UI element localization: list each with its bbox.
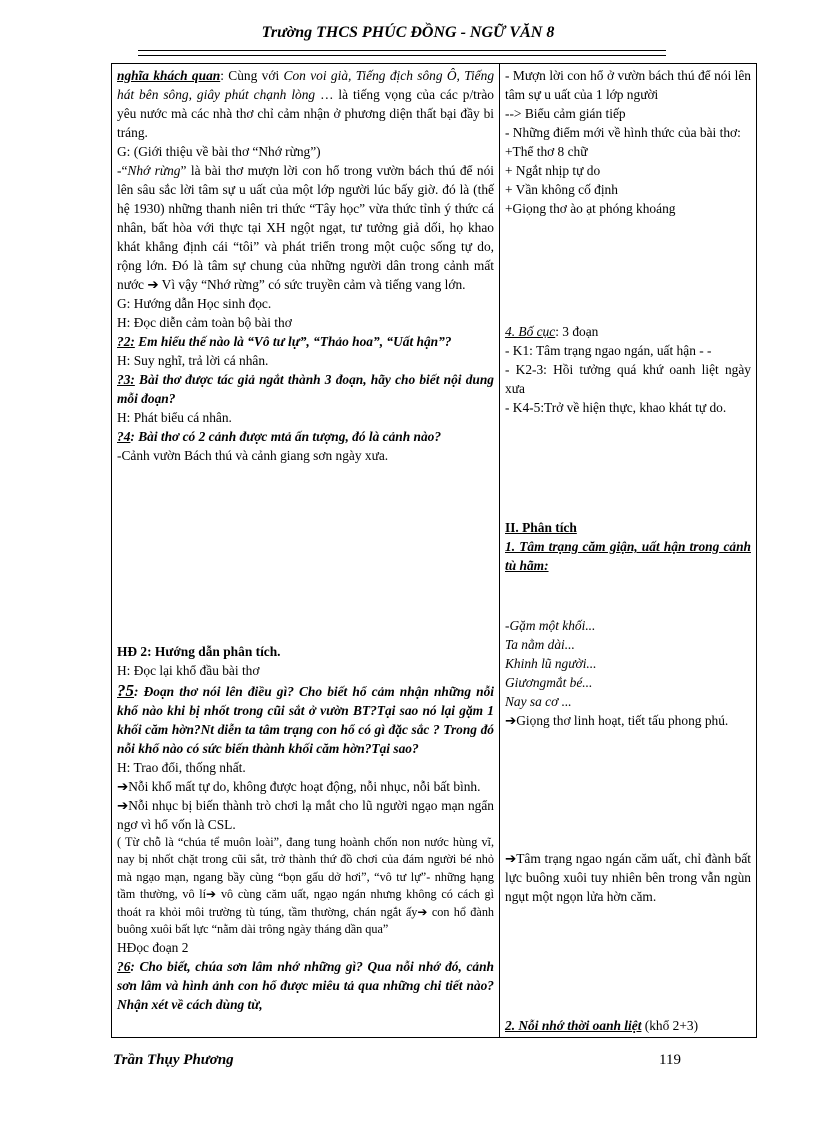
intro-works: Con voi già, Tiếng địch sông Ô, Tiếng hát bên sông, giây phút chạnh lòng bbox=[117, 68, 495, 102]
arrow-icon: ➔ bbox=[417, 904, 428, 919]
note-form: - Mượn lời con hổ ở vườn bách thú để nói lên tâm sự u uất của 1 lớp người bbox=[505, 68, 751, 102]
left-top-block bbox=[117, 66, 494, 465]
teacher-intro: G: (Giới thiệu về bài thơ “Nhớ rừng”) bbox=[117, 144, 321, 159]
note-new-features: - Những điểm mới về hình thức của bài thơ: bbox=[505, 125, 741, 140]
poem-title: Nhớ rừng bbox=[127, 163, 181, 178]
question-6-text: : Cho biết, chúa sơn lâm nhớ những gì? Qua nỗi nhớ đó, cảnh sơn lâm và hình ảnh con hổ được miêu tả qua những chi tiết nào? Nhận xét về cách dùng từ, bbox=[117, 959, 494, 1013]
question-4 bbox=[117, 427, 494, 446]
question-3-text: Bài thơ được tác giả ngắt thành 3 đoạn, hãy cho biết nội dung mỗi đoạn? bbox=[117, 372, 494, 406]
right-column bbox=[500, 64, 757, 1038]
analysis-heading: II. Phân tích bbox=[505, 520, 577, 535]
question-2-text: Em hiểu thế nào là “Vô tư lự”, “Thảo hoa”, “Uất hận”? bbox=[134, 334, 452, 349]
question-2 bbox=[117, 332, 494, 351]
arrow-icon: ➔ bbox=[206, 887, 217, 902]
explanation-text-2: vô cùng căm uất, ngạo ngán nhưng không có cách gì thoát ra khỏi môi trường tù túng, tầm thường, chán ngắt ấy bbox=[117, 887, 495, 919]
intro-text-2: … là tiếng vọng của các p/trào yêu nước mà các nhà thơ chỉ cảm nhận ở phương diện thất bại đầy bi tráng. bbox=[117, 87, 494, 140]
mood-summary-text: Tâm trạng ngao ngán căm uất, chỉ đành bất lực buông xuôi tuy nhiên bên trong vẫn ngùn ngụt một ngọn lửa hờn căm. bbox=[505, 851, 751, 904]
explanation-text-3: con hổ đành buông xuôi bất lực “nằm dài trông ngày tháng dần qua” bbox=[117, 904, 495, 937]
subheading-2-range: (khổ 2+3) bbox=[641, 1018, 699, 1033]
header-rule bbox=[138, 50, 666, 56]
footer-page-number: 119 bbox=[659, 1052, 681, 1068]
right-analysis-block bbox=[505, 518, 751, 575]
question-6-number: ?6 bbox=[117, 959, 131, 975]
page-header: Trường THCS PHÚC ĐỒNG - NGỮ VĂN 8 bbox=[261, 24, 555, 41]
question-3-number: ?3: bbox=[117, 372, 135, 387]
note-expression: --> Biểu cảm gián tiếp bbox=[505, 106, 626, 121]
note-feature-3: + Vần không cố định bbox=[505, 182, 618, 197]
student-reading: H: Đọc diễn cảm toàn bộ bài thơ bbox=[117, 315, 292, 330]
structure-part-3: - K4-5:Trở về hiện thực, khao khát tự do. bbox=[505, 400, 727, 415]
question-4-text: : Bài thơ có 2 cảnh được mtả ấn tượng, đó là cảnh nào? bbox=[130, 429, 442, 444]
structure-label: 4. Bố cục bbox=[505, 324, 556, 339]
lesson-table bbox=[111, 63, 757, 1038]
poem-intro-conclusion: Vì vậy “Nhớ rừng” có sức truyền cảm và tiếng vang lớn. bbox=[158, 277, 466, 292]
intro-text-1: : Cùng với bbox=[220, 68, 284, 83]
note-feature-4: +Giọng thơ ào ạt phóng khoáng bbox=[505, 201, 676, 216]
answer-5-point-1 bbox=[117, 777, 494, 796]
left-column bbox=[112, 64, 500, 1038]
poem-intro-text: ” là bài thơ mượn lời con hổ trong vườn bách thú để nói lên sâu sắc lời tâm sự u uất của một lớp người lúc bấy giờ. đó là (thế hệ 1930) những thanh niên tri thức “Tây học” vừa thức tỉnh ý thức cá nhân, bất hòa với thực tại XH ngột ngạt, tư tưởng giả dối, họ khao khát khẳng định cái “tôi” và phát triển trong một cuộc sống tự do, rộng lớn. Đó là tâm sự chung của những người dân trong cảnh mất nước bbox=[117, 163, 495, 292]
arrow-icon: ➔ bbox=[117, 779, 129, 794]
answer-4: -Cảnh vườn Bách thú và cảnh giang sơn ngày xưa. bbox=[117, 448, 389, 463]
left-analysis-block bbox=[117, 642, 494, 680]
student-read-stanza-1: H: Đọc lại khổ đầu bài thơ bbox=[117, 663, 260, 678]
footer-author: Trần Thụy Phương bbox=[113, 1052, 234, 1068]
explanation-text-1: ( Từ chỗ là “chúa tể muôn loài”, đang tung hoành chốn non nước hùng vĩ, nay bị nhốt chặt trong cũi sắt, trở thành thứ đồ chơi của đám người bé nhỏ mà ngạo mạn, ngang bầy cùng “bọn gấu dở hơi”, “vô tư lự”- những hạng tầm thường, vô lí bbox=[117, 835, 494, 902]
note-feature-2: + Ngắt nhịp tự do bbox=[505, 163, 601, 178]
verse-2: Ta nằm dài... bbox=[505, 637, 575, 652]
right-top-block bbox=[505, 66, 751, 218]
answer-5: H: Trao đổi, thống nhất. bbox=[117, 760, 246, 775]
question-5-number: ?5 bbox=[117, 681, 134, 700]
right-mood-block bbox=[505, 849, 751, 906]
answer-2: H: Suy nghĩ, trả lời cá nhân. bbox=[117, 353, 269, 368]
structure-part-2: - K2-3: Hồi tưởng quá khứ oanh liệt ngày xưa bbox=[505, 362, 751, 396]
analysis-subheading-2 bbox=[505, 1016, 751, 1035]
mood-summary bbox=[505, 849, 751, 906]
arrow-icon: ➔ bbox=[117, 798, 129, 813]
arrow-icon: ➔ bbox=[147, 277, 159, 292]
verse-5: Nay sa cơ ... bbox=[505, 694, 572, 709]
verse-1: -Gặm một khối... bbox=[505, 618, 596, 633]
answer-5-point-2 bbox=[117, 796, 494, 834]
question-5 bbox=[117, 681, 494, 758]
analysis-subheading-1: 1. Tâm trạng căm giận, uất hận trong cảnh tù hãm: bbox=[505, 539, 751, 573]
answer-5-point-1-text: Nỗi khổ mất tự do, không được hoạt động, nỗi nhục, nỗi bất bình. bbox=[128, 779, 481, 794]
teacher-guide-reading: G: Hướng dẫn Học sinh đọc. bbox=[117, 296, 272, 311]
question-4-number: ?4 bbox=[117, 429, 131, 444]
verse-comment-text: Giọng thơ linh hoạt, tiết tấu phong phú. bbox=[516, 713, 729, 728]
poem-intro-paragraph bbox=[117, 161, 494, 294]
arrow-icon: ➔ bbox=[505, 851, 517, 866]
left-q5-block bbox=[117, 681, 494, 1014]
intro-lead: nghĩa khách quan bbox=[117, 68, 221, 83]
question-2-number: ?2: bbox=[117, 334, 135, 349]
intro-paragraph bbox=[117, 66, 494, 142]
subheading-2-title: 2. Nỗi nhớ thời oanh liệt bbox=[505, 1018, 642, 1033]
answer-3: H: Phát biểu cá nhân. bbox=[117, 410, 232, 425]
student-read-stanza-2: HĐọc đoạn 2 bbox=[117, 940, 189, 956]
question-3 bbox=[117, 370, 494, 408]
answer-5-explanation bbox=[117, 834, 494, 938]
question-6 bbox=[117, 957, 494, 1014]
verse-4: Giươngmắt bé... bbox=[505, 675, 593, 690]
right-section-2-block bbox=[505, 1016, 751, 1035]
structure-part-1: - K1: Tâm trạng ngao ngán, uất hận - - bbox=[505, 343, 712, 358]
activity-2-heading: HĐ 2: Hướng dẫn phân tích. bbox=[117, 644, 281, 659]
structure-count: : 3 đoạn bbox=[555, 324, 599, 339]
answer-5-point-2-text: Nỗi nhục bị biến thành trò chơi lạ mắt cho lũ người ngạo mạn ngẩn ngơ vì hổ vốn là CSL. bbox=[117, 798, 494, 832]
note-feature-1: +Thể thơ 8 chữ bbox=[505, 144, 588, 159]
poem-intro-prefix: -“ bbox=[117, 163, 128, 178]
verse-comment bbox=[505, 711, 751, 730]
right-structure-block bbox=[505, 322, 751, 417]
arrow-icon: ➔ bbox=[505, 713, 517, 728]
question-5-text: : Đoạn thơ nói lên điều gì? Cho biết hổ cảm nhận những nỗi khổ nào khi bị nhốt trong cũi sắt ở vườn BT?Tại sao nó lại gặm 1 khối căm hờn?Nt diễn ta tâm trạng con hổ có gì đặc sắc ? Trong đó nỗi khổ nào có sức biến thành khối căm hờn?Tại sao? bbox=[117, 684, 494, 756]
structure-heading bbox=[505, 322, 751, 341]
verse-3: Khinh lũ người... bbox=[505, 656, 597, 671]
right-verses-block bbox=[505, 616, 751, 730]
